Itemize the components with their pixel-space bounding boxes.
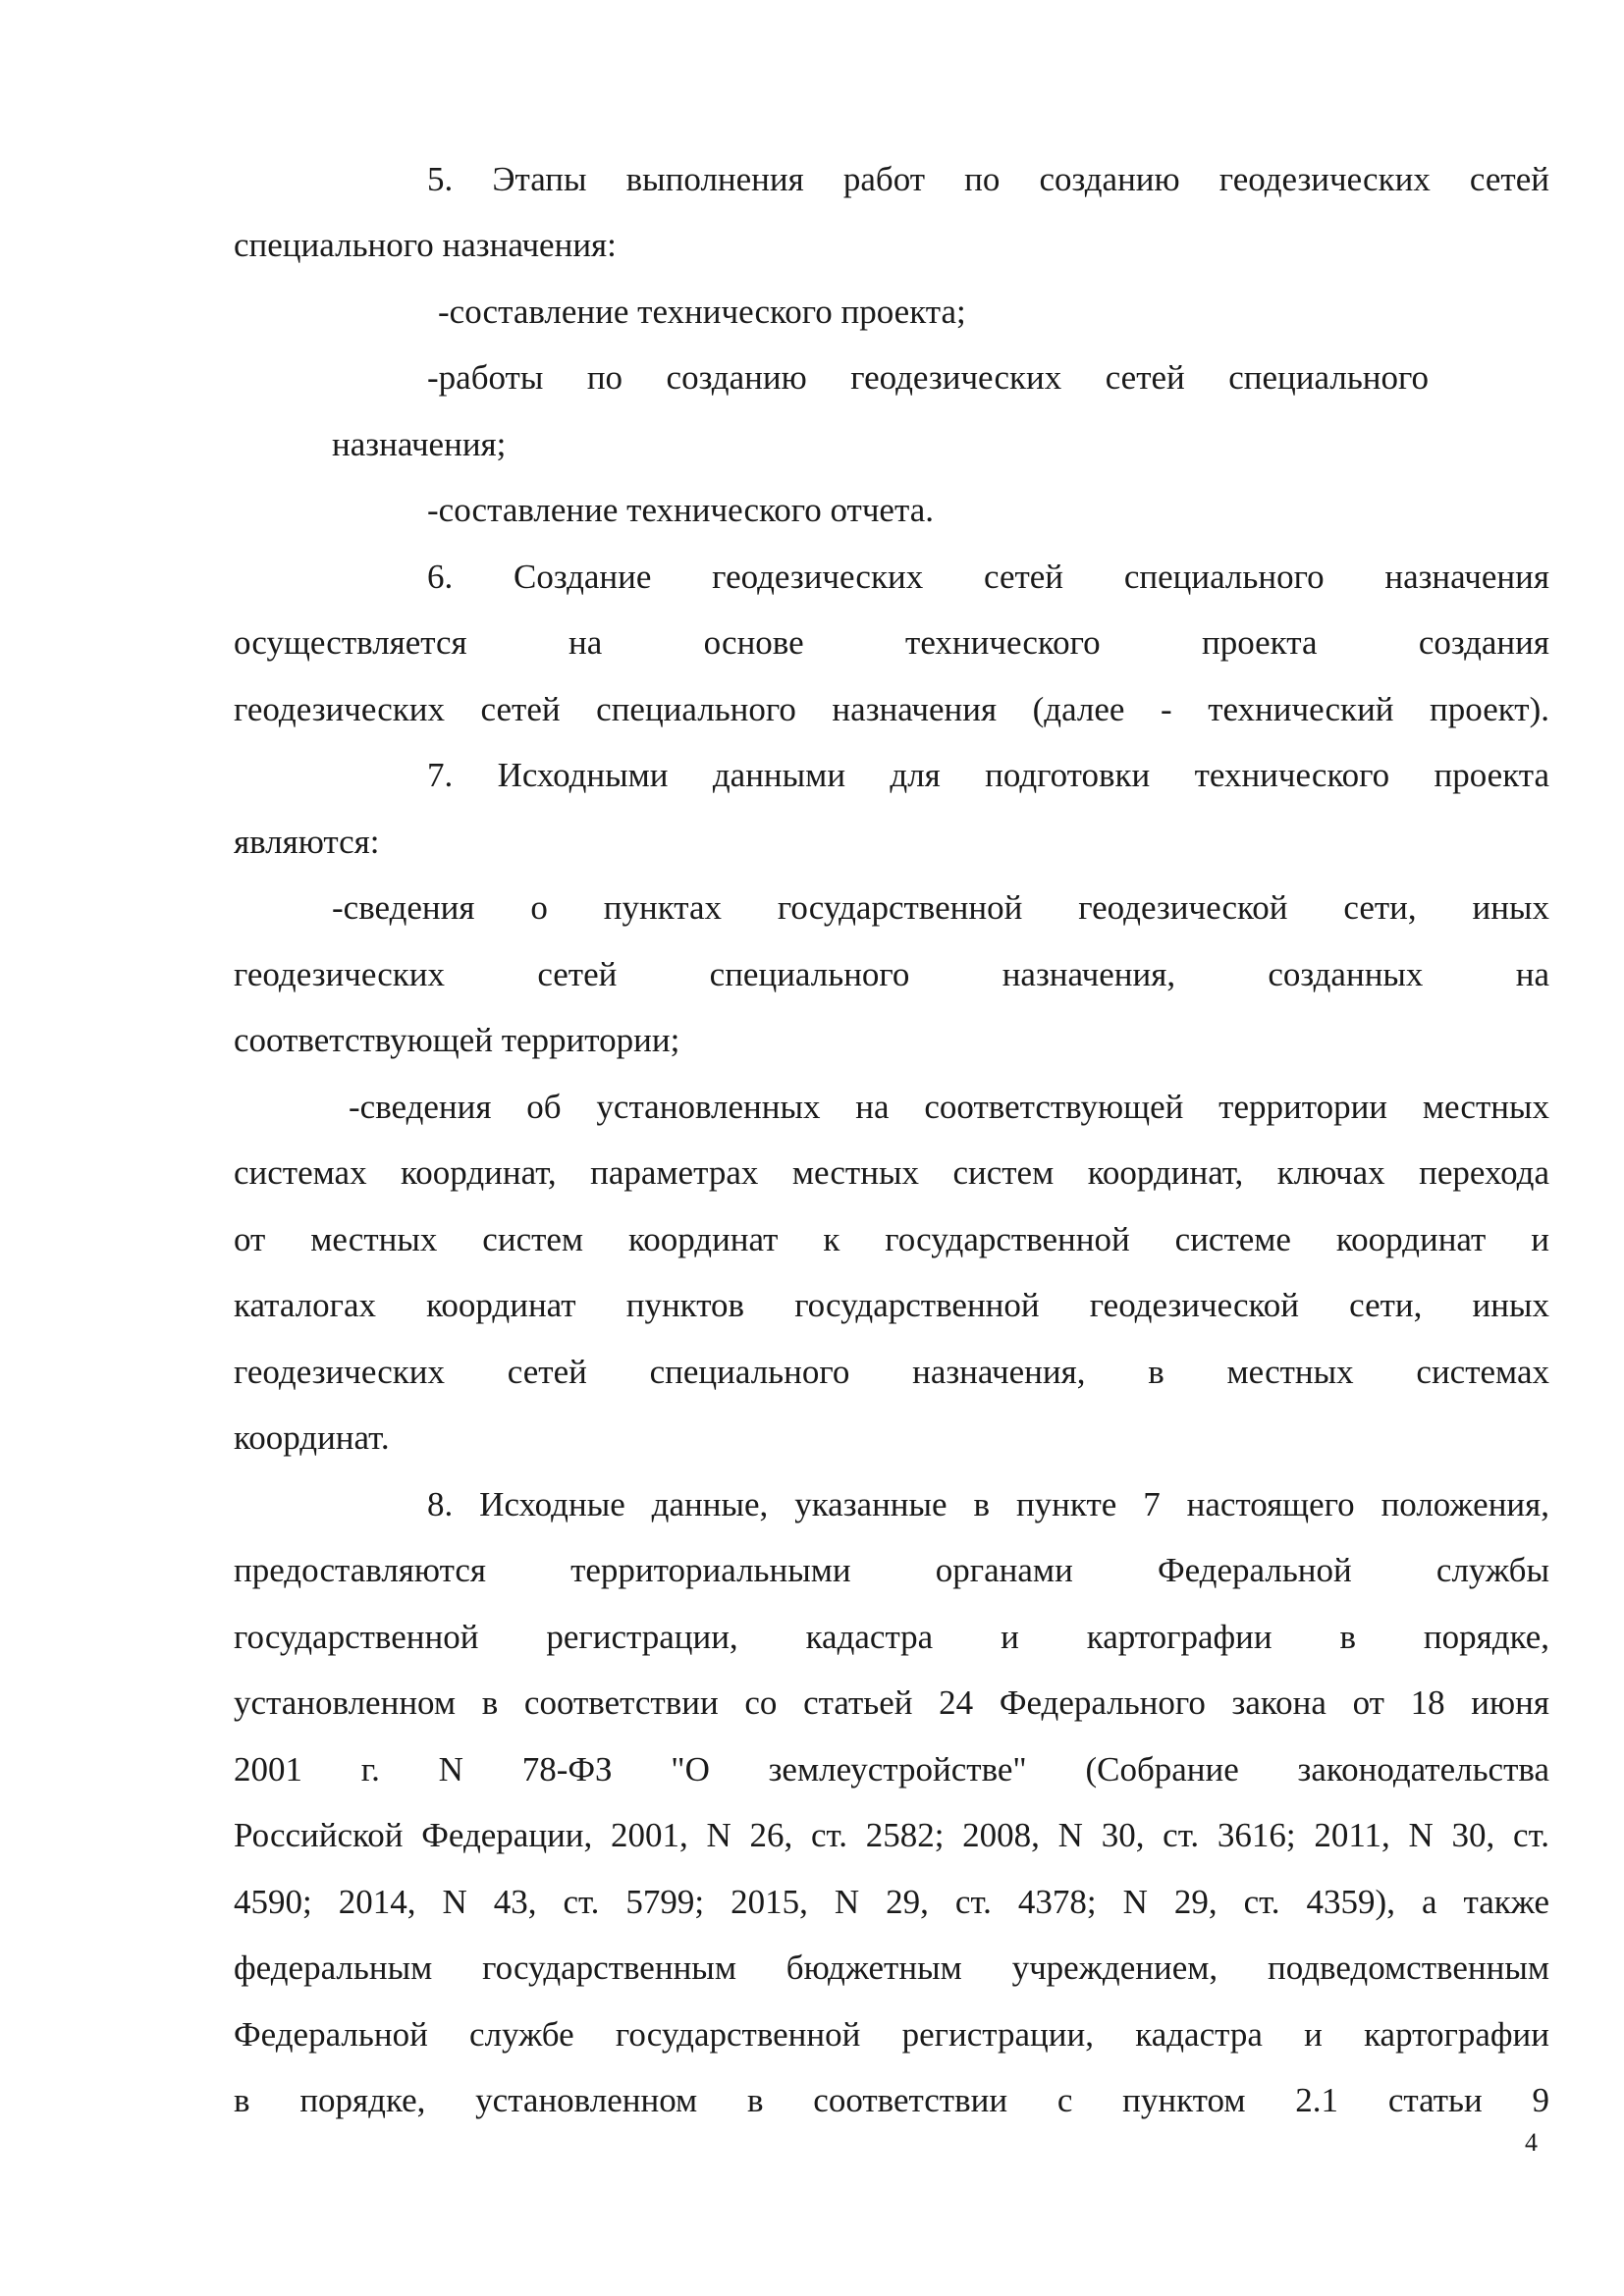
paragraph-8-line-10: в порядке, установленном в соответствии с пунктом 2.1 статьи 9 [234, 2081, 1549, 2119]
paragraph-5-line-1: 5. Этапы выполнения работ по созданию геодезических сетей [427, 160, 1549, 198]
paragraph-8-line-9: Федеральной службе государственной регистрации, кадастра и картографии [234, 2015, 1549, 2054]
paragraph-5-line-2: специального назначения: [234, 226, 617, 264]
source-item-2-line-5: геодезических сетей специального назначения, в местных системах [234, 1353, 1549, 1391]
paragraph-8-line-8: федеральным государственным бюджетным учреждением, подведомственным [234, 1949, 1549, 1987]
source-item-2-line-1: -сведения об установленных на соответствующей территории местных [349, 1088, 1549, 1126]
source-item-1-line-3: соответствующей территории; [234, 1021, 680, 1059]
page-number: 4 [1525, 2128, 1538, 2157]
source-item-1-line-2: геодезических сетей специального назначения, созданных на [234, 955, 1549, 993]
paragraph-8-line-1: 8. Исходные данные, указанные в пункте 7 настоящего положения, [427, 1485, 1549, 1523]
source-item-1-line-1: -сведения о пунктах государственной геодезической сети, иных [332, 888, 1549, 927]
paragraph-8-line-4: установленном в соответствии со статьей 24 Федерального закона от 18 июня [234, 1683, 1549, 1722]
source-item-2-line-2: системах координат, параметрах местных систем координат, ключах перехода [234, 1153, 1549, 1192]
paragraph-7-line-1: 7. Исходными данными для подготовки технического проекта [427, 756, 1549, 794]
stage-item-2-line-2: назначения; [332, 425, 507, 463]
source-item-2-line-6: координат. [234, 1418, 390, 1457]
paragraph-6-line-2: осуществляется на основе технического проекта создания [234, 623, 1549, 662]
stage-item-2-line-1: -работы по созданию геодезических сетей специального [427, 358, 1429, 397]
paragraph-8-line-6: Российской Федерации, 2001, N 26, ст. 2582; 2008, N 30, ст. 3616; 2011, N 30, ст. [234, 1816, 1549, 1854]
paragraph-6-line-1: 6. Создание геодезических сетей специального назначения [427, 558, 1549, 596]
paragraph-7-line-2: являются: [234, 823, 380, 861]
paragraph-8-line-2: предоставляются территориальными органами Федеральной службы [234, 1551, 1549, 1589]
stage-item-1: -составление технического проекта; [438, 293, 966, 331]
source-item-2-line-4: каталогах координат пунктов государственной геодезической сети, иных [234, 1286, 1549, 1324]
source-item-2-line-3: от местных систем координат к государственной системе координат и [234, 1220, 1549, 1258]
paragraph-8-line-5: 2001 г. N 78-ФЗ "О землеустройстве" (Собрание законодательства [234, 1750, 1549, 1789]
paragraph-6-line-3: геодезических сетей специального назначения (далее - технический проект). [234, 690, 1549, 728]
paragraph-8-line-7: 4590; 2014, N 43, ст. 5799; 2015, N 29, ст. 4378; N 29, ст. 4359), а также [234, 1883, 1549, 1921]
paragraph-8-line-3: государственной регистрации, кадастра и картографии в порядке, [234, 1618, 1549, 1656]
stage-item-3: -составление технического отчета. [427, 491, 934, 529]
